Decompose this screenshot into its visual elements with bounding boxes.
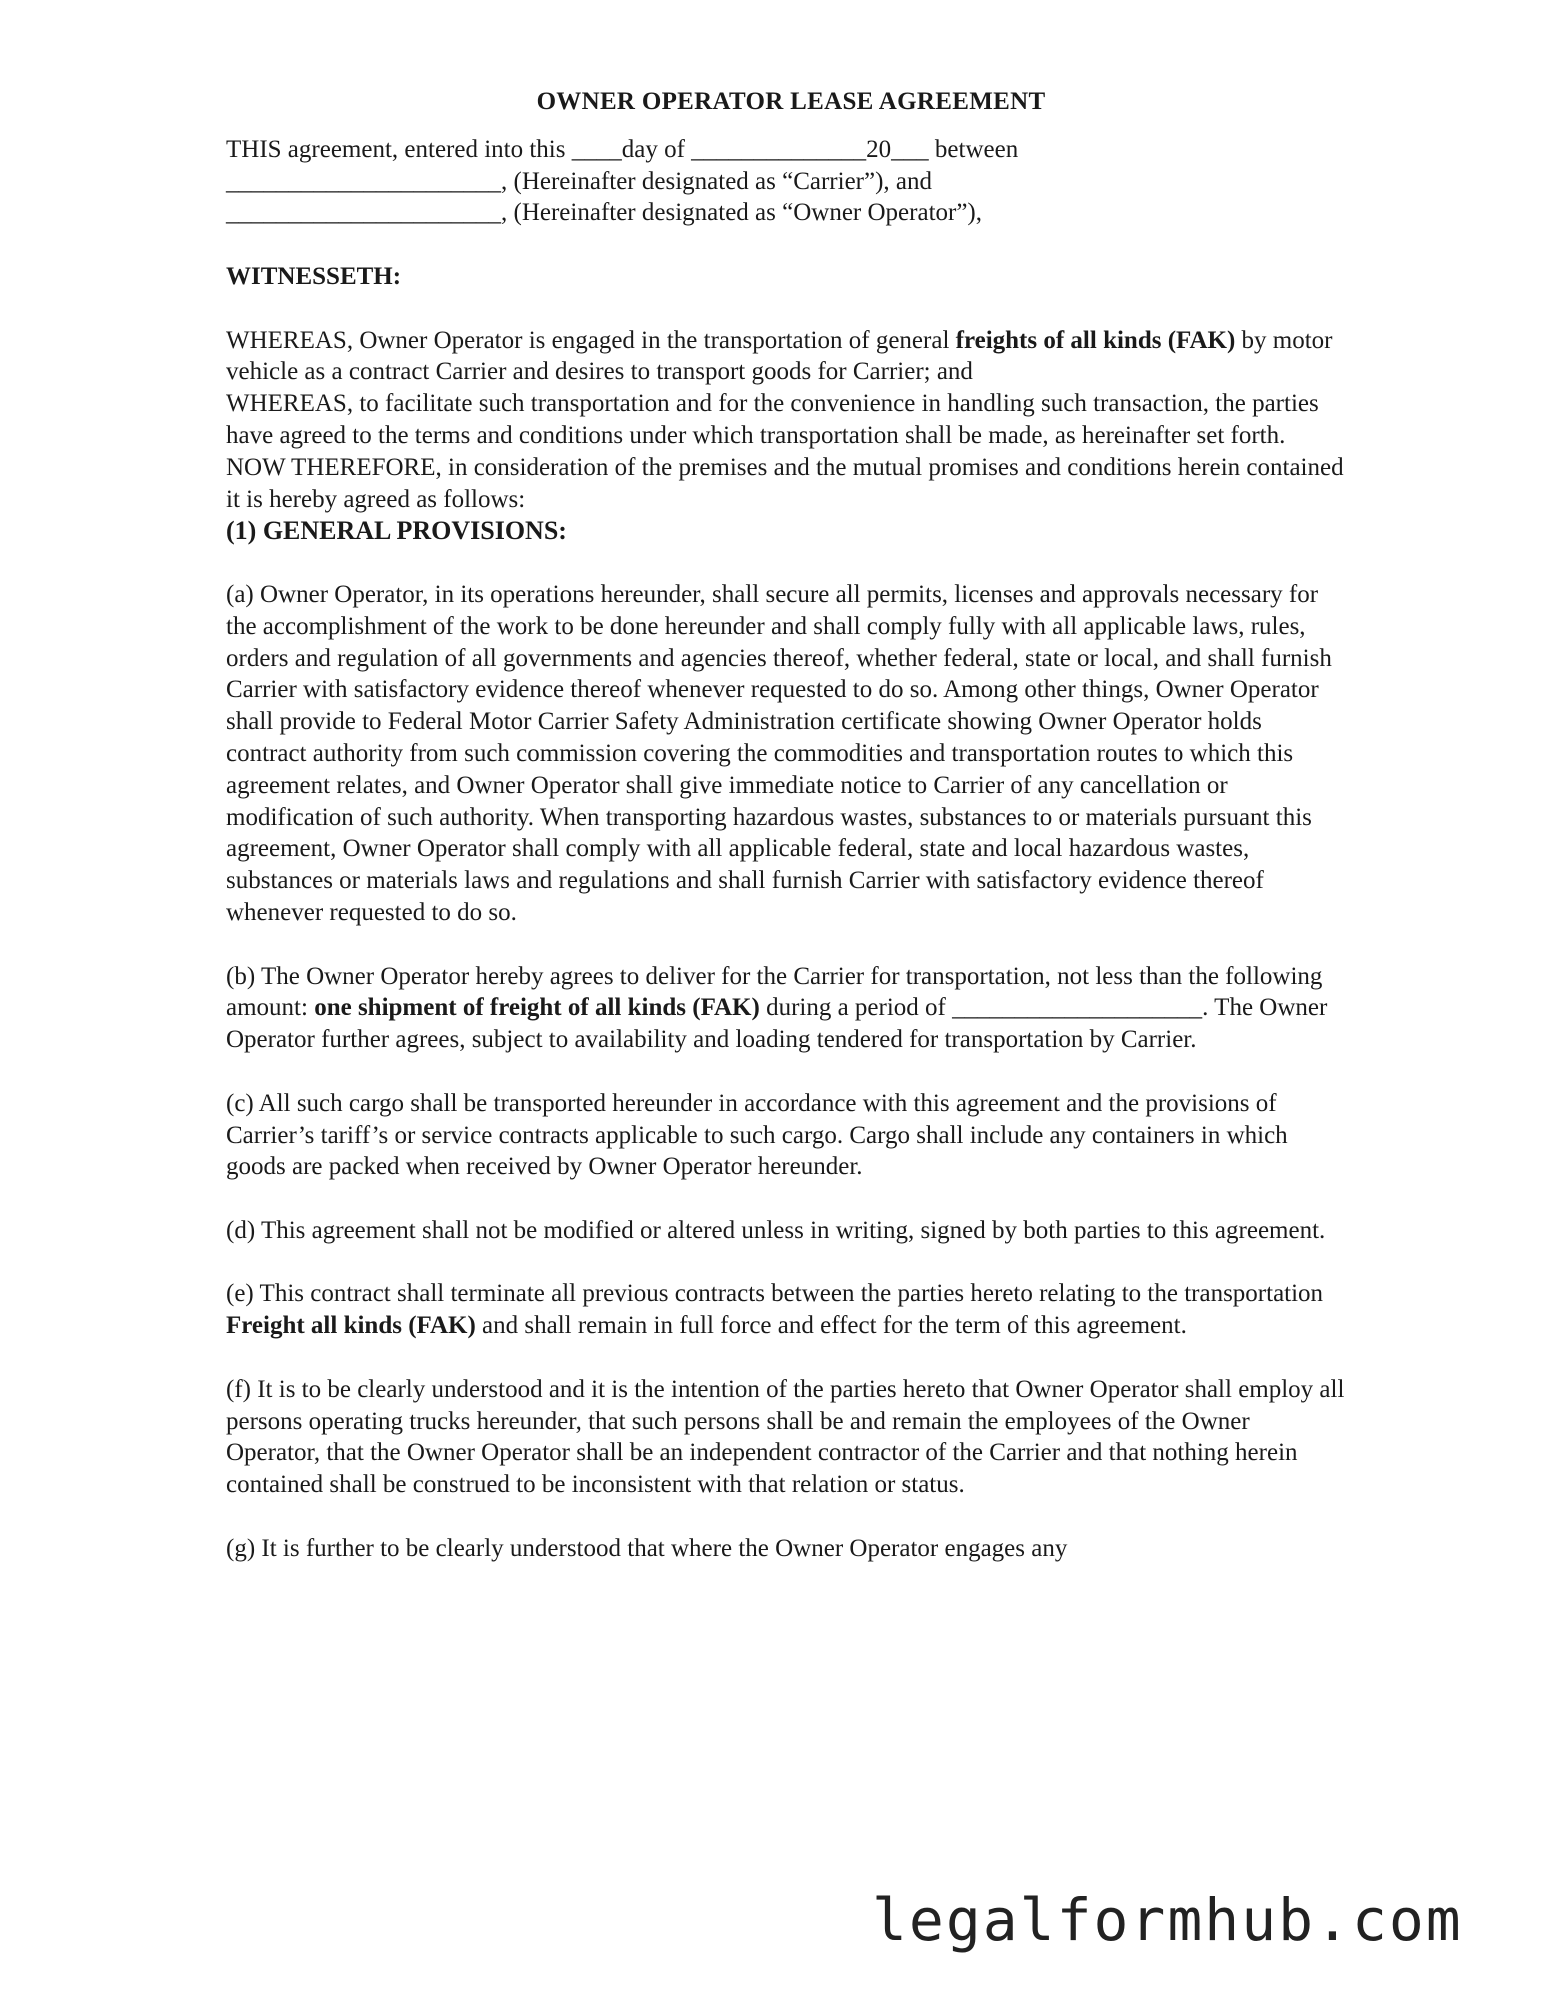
paragraph-e: (e) This contract shall terminate all previous contracts between the parties hereto relating to the transportation Freight all kinds (FAK) and shall remain in full force and effect for the term of this agreement. <box>226 1280 1324 1340</box>
document-page <box>226 86 1346 1565</box>
bold-term: freights of all kinds (FAK) <box>955 326 1236 354</box>
intro-line-1: THIS agreement, entered into this ____day of ______________20___ between <box>226 135 1019 163</box>
whereas-paragraph-2: WHEREAS, to facilitate such transportation and for the convenience in handling such transaction, the parties have agreed to the terms and conditions under which transportation shall be made, as hereinafter set forth. <box>226 390 1319 449</box>
bold-term: Freight all kinds (FAK) <box>226 1312 476 1340</box>
bold-term: one shipment of freight of all kinds (FAK) <box>314 994 760 1022</box>
paragraph-g: (g) It is further to be clearly understood that where the Owner Operator engages any <box>226 1534 1068 1562</box>
paragraph-f: (f) It is to be clearly understood and it is the intention of the parties hereto that Owner Operator shall employ all persons operating trucks hereunder, that such persons shall be and remain the employees of the Owner Operator, that the Owner Operator shall be an independent contractor of the Carrier and that nothing herein contained shall be construed to be inconsistent with that relation or status. <box>226 1375 1345 1499</box>
intro-line-3: ______________________, (Hereinafter designated as “Owner Operator”), <box>226 199 983 227</box>
document-title: OWNER OPERATOR LEASE AGREEMENT <box>536 88 1046 115</box>
whereas-paragraph-1: WHEREAS, Owner Operator is engaged in the transportation of general freights of all kinds (FAK) by motor vehicle as a contract Carrier and desires to transport goods for Carrier; and <box>226 326 1333 386</box>
paragraph-d: (d) This agreement shall not be modified or altered unless in writing, signed by both parties to this agreement. <box>226 1216 1326 1244</box>
now-therefore-paragraph: NOW THEREFORE, in consideration of the premises and the mutual promises and conditions herein contained it is hereby agreed as follows: <box>226 453 1344 513</box>
witnesseth-heading: WITNESSETH: <box>226 262 402 290</box>
paragraph-a: (a) Owner Operator, in its operations hereunder, shall secure all permits, licenses and approvals necessary for the accomplishment of the work to be done hereunder and shall comply fully with all applicable laws, rules, orders and regulation of all governments and agencies thereof, whether federal, state or local, and shall furnish Carrier with satisfactory evidence thereof whenever requested to do so. Among other things, Owner Operator shall provide to Federal Motor Carrier Safety Administration certificate showing Owner Operator holds contract authority from such commission covering the commodities and transportation routes to which this agreement relates, and Owner Operator shall give immediate notice to Carrier of any cancellation or modification of such authority. When transporting hazardous wastes, substances to or materials pursuant this agreement, Owner Operator shall comply with all applicable federal, state and local hazardous wastes, substances or materials laws and regulations and shall furnish Carrier with satisfactory evidence thereof whenever requested to do so. <box>226 580 1332 926</box>
section-1-heading: (1) GENERAL PROVISIONS: <box>226 516 567 546</box>
watermark-logo: legalformhub.com <box>872 1886 1463 1954</box>
paragraph-c: (c) All such cargo shall be transported hereunder in accordance with this agreement and the provisions of Carrier’s tariff’s or service contracts applicable to such cargo. Cargo shall include any containers in which goods are packed when received by Owner Operator hereunder. <box>226 1089 1288 1181</box>
paragraph-b: (b) The Owner Operator hereby agrees to deliver for the Carrier for transportation, not less than the following amount: one shipment of freight of all kinds (FAK) during a period of ____________________. The Owner Operator further agrees, subject to availability and loading tendered for transportation by Carrier. <box>226 962 1328 1054</box>
intro-line-2: ______________________, (Hereinafter designated as “Carrier”), and <box>226 167 933 195</box>
